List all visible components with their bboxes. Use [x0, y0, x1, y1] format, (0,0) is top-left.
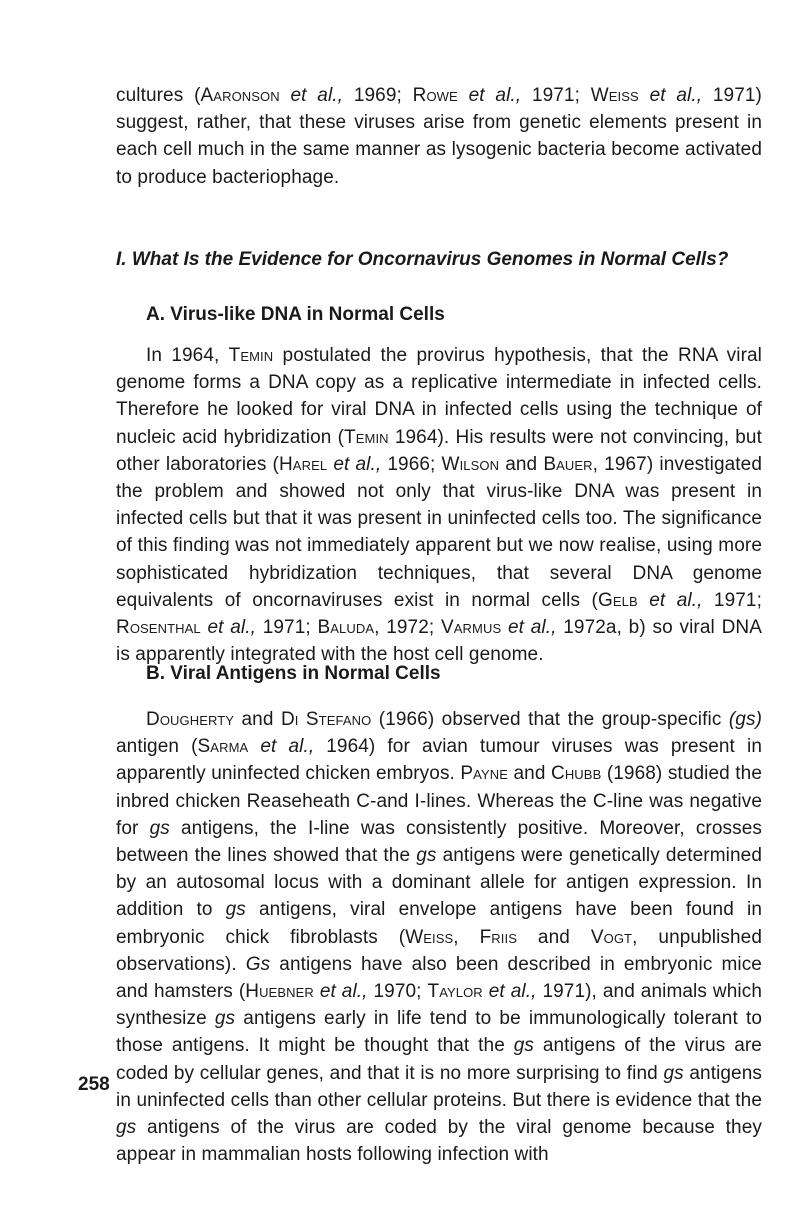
- subsection-b-paragraph: Dougherty and Di Stefano (1966) observed that the group-specific (gs) antigen (Sarma et al., 1964) for avian tumour viruses was present in apparently uninfected chicken embryos. Payne and Chubb (1968) studied the inbred chicken Reaseheath C-and I-lines. Whereas the C-line was negative for gs antigens, the I-line was consistently positive. Moreover, crosses between the lines showed that the gs antigens were genetically determined by an autosomal locus with a dominant allele for antigen expression. In addition to gs antigens, viral envelope antigens have been found in embryonic chick fibroblasts (Weiss, Friis and Vogt, unpublished observations). Gs antigens have also been described in embryonic mice and hamsters (Huebner et al., 1970; Taylor et al., 1971), and animals which synthesize gs antigens early in life tend to be immunologically tolerant to those antigens. It might be thought that the gs antigens of the virus are coded by cellular genes, and that it is no more surprising to find gs antigens in uninfected cells than other cellular proteins. But there is evidence that the gs antigens of the virus are coded by the viral genome because they appear in mammalian hosts following infection with: [116, 709, 762, 1166]
- section-heading: I. What Is the Evidence for Oncornavirus Genomes in Normal Cells?: [116, 249, 729, 270]
- term-italic: gs: [214, 1008, 236, 1030]
- page-number: 258: [78, 1074, 110, 1095]
- term-italic: gs: [149, 817, 170, 839]
- citation-etal: et al.,: [207, 617, 256, 639]
- subsection-a-paragraph: In 1964, Temin postulated the provirus hypothesis, that the RNA viral genome forms a DNA copy as a replicative intermediate in infected cells. Therefore he looked for viral DNA in infected cells using the technique of nucleic acid hybridization (Temin 1964). His results were not convincing, but other laboratories (Harel et al., 1966; Wilson and Bauer, 1967) investigated the problem and showed not only that virus-like DNA was present in infected cells but that it was present in uninfected cells too. The significance of this finding was not immediately apparent but we now realise, using more sophisticated hybridization techniques, that several DNA genome equivalents of oncornaviruses exist in normal cells (Gelb et al., 1971; Rosenthal et al., 1971; Baluda, 1972; Varmus et al., 1972a, b) so viral DNA is apparently integrated with the host cell genome.: [116, 345, 762, 666]
- citation-author: Weiss, Friis: [405, 926, 517, 948]
- citation-author: Sarma: [197, 736, 249, 758]
- intro-column: [116, 82, 762, 191]
- citation-author: Baluda,: [317, 617, 380, 639]
- citation-etal: et al.,: [319, 981, 368, 1003]
- intro-paragraph: cultures (Aaronson et al., 1969; Rowe et al., 1971; Weiss et al., 1971) suggest, rather, that these viruses arise from genetic elements present in each cell much in the same manner as lysogenic bacteria become activated to produce bacteriophage.: [116, 85, 762, 188]
- subsection-a-column: [116, 316, 762, 668]
- citation-etal: et al.,: [290, 85, 344, 106]
- citation-author: Weiss: [590, 85, 639, 106]
- citation-etal: et al.,: [468, 85, 522, 106]
- citation-author: Varmus: [441, 617, 502, 639]
- term-italic: gs: [513, 1035, 534, 1057]
- citation-author: Payne: [460, 763, 509, 785]
- section-heading-block: [116, 246, 762, 273]
- citation-etal: et al.,: [507, 617, 557, 639]
- citation-etal: et al.,: [333, 453, 382, 475]
- citation-author: Bauer,: [543, 453, 599, 475]
- citation-author: Aaronson: [200, 85, 280, 106]
- citation-etal: et al.,: [488, 981, 537, 1003]
- citation-author: Temin: [228, 345, 274, 366]
- term-italic: (gs): [728, 709, 762, 730]
- subsection-a-heading: A. Virus-like DNA in Normal Cells: [146, 304, 445, 325]
- citation-author: Harel: [278, 453, 328, 475]
- subsection-b-heading-block: [146, 660, 792, 687]
- subsection-b-heading: B. Viral Antigens in Normal Cells: [146, 663, 441, 684]
- term-italic: gs: [225, 899, 246, 921]
- term-italic: gs: [416, 845, 437, 867]
- citation-author: Dougherty: [146, 709, 235, 730]
- term-italic: gs: [116, 1117, 137, 1139]
- term-italic: Gs: [245, 953, 271, 975]
- term-italic: gs: [663, 1062, 684, 1084]
- citation-author: Rowe: [412, 85, 458, 106]
- citation-author: Di Stefano: [280, 709, 372, 730]
- citation-etal: et al.,: [260, 736, 315, 758]
- citation-author: Temin: [344, 426, 389, 448]
- citation-author: Gelb: [597, 589, 638, 611]
- citation-author: Rosenthal: [116, 617, 201, 639]
- citation-etal: et al.,: [649, 85, 703, 106]
- citation-etal: et al.,: [649, 589, 703, 611]
- citation-author: Chubb: [551, 763, 602, 785]
- citation-author: Huebner: [245, 981, 314, 1003]
- subsection-b-column: [116, 706, 762, 1168]
- citation-author: Taylor: [427, 981, 483, 1003]
- citation-author: Wilson: [441, 453, 500, 475]
- citation-author: Vogt,: [590, 926, 638, 948]
